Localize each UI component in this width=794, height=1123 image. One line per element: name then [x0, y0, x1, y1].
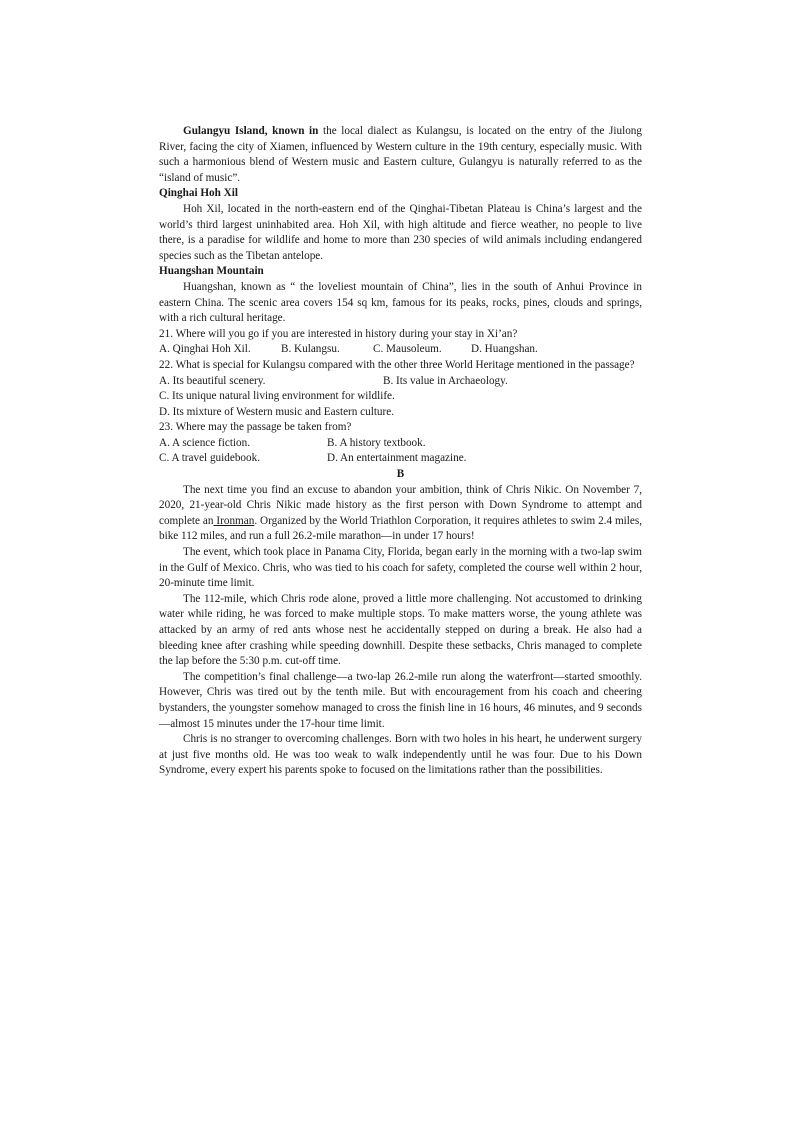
question-23-options-cd: [159, 451, 642, 467]
question-21-option-d: D. Huangshan.: [471, 343, 538, 356]
question-21-option-c: C. Mausoleum.: [373, 343, 442, 356]
passage-b-paragraph-3: The 112-mile, which Chris rode alone, proved a little more challenging. Not accustomed to drinking water while riding, he was forced to make multiple stops. To make matters worse, the young athlete was attacked by an army of red ants whose nest he accidentally stepped on during a break. He also had a bleeding knee after crashing while speeding downhill. Despite these setbacks, Chris managed to complete the lap before the 5:30 p.m. cut-off time.: [159, 592, 642, 668]
exam-page: [159, 124, 642, 779]
question-21-options: [159, 342, 642, 358]
question-21-option-a: A. Qinghai Hoh Xil.: [159, 343, 251, 356]
passage-b-p1-after: . Organized by the World Triathlon Corporation, it requires athletes to swim 2.4 miles, bike 112 miles, and run a full 26.2-mile marathon—in under 17 hours!: [159, 514, 643, 543]
passage-b-paragraph-2: The event, which took place in Panama City, Florida, began early in the morning with a two-lap swim in the Gulf of Mexico. Chris, who was tied to his coach for safety, completed the course well within 2 hour, 20-minute time limit.: [159, 546, 642, 590]
question-22-stem: 22. What is special for Kulangsu compared with the other three World Heritage mentioned in the passage?: [159, 358, 635, 371]
question-23-option-a: A. A science fiction.: [159, 436, 251, 449]
question-22-option-c: C. Its unique natural living environment for wildlife.: [159, 390, 395, 403]
question-22-options-ab: [159, 374, 642, 390]
question-23-option-b: B. A history textbook.: [327, 436, 426, 449]
question-23-option-c: C. A travel guidebook.: [159, 452, 260, 465]
huangshan-paragraph: Huangshan, known as “ the loveliest mountain of China”, lies in the south of Anhui Province in eastern China. The scenic area covers 154 sq km, famous for its peaks, rocks, pines, clouds and springs, with a rich cultural heritage.: [159, 280, 642, 325]
section-b-label: B: [396, 468, 405, 481]
question-22-option-b: B. Its value in Archaeology.: [383, 374, 508, 387]
question-22-option-d: D. Its mixture of Western music and Eastern culture.: [159, 405, 395, 418]
question-23-stem: 23. Where may the passage be taken from?: [159, 421, 352, 434]
passage-b-paragraph-4: The competition’s final challenge—a two-lap 26.2-mile run along the waterfront—started smoothly. However, Chris was tired out by the tenth mile. But with encouragement from his coach and cheering bystanders, the youngster somehow managed to cross the finish line in 16 hours, 46 minutes, and 9 seconds—almost 15 minutes under the 17-hour time limit.: [159, 670, 642, 730]
question-21-stem: 21. Where will you go if you are interested in history during your stay in Xi’an?: [159, 327, 518, 340]
passage-b-paragraph-1: [159, 483, 642, 545]
gulangyu-paragraph: [159, 124, 642, 186]
question-21-option-b: B. Kulangsu.: [281, 343, 340, 356]
passage-b-paragraph-5: Chris is no stranger to overcoming challenges. Born with two holes in his heart, he underwent surgery at just five months old. He was too weak to walk independently until he was four. Due to his Down Syndrome, every expert his parents spoke to focused on the limitations rather than the possibilities.: [159, 733, 642, 777]
gulangyu-text: the local dialect as Kulangsu, is located on the entry of the Jiulong River, facing the city of Xiamen, influenced by Western culture in the 19th century, especially music. With such a harmonious blend of Western music and Eastern culture, Gulangyu is naturally referred to as the “island of music”.: [159, 125, 642, 184]
huangshan-heading: Huangshan Mountain: [159, 265, 264, 278]
question-23-option-d: D. An entertainment magazine.: [327, 452, 467, 465]
question-23-options-ab: [159, 436, 642, 452]
question-22-option-a: A. Its beautiful scenery.: [159, 374, 266, 387]
ironman-term: Ironman: [213, 514, 255, 527]
passage-b-p1-before: The next time you find an excuse to abandon your ambition, think of Chris Nikic. On November 7, 2020, 21-year-old Chris Nikic made history as the first person with Down Syndrome to attempt and complete an: [159, 483, 642, 527]
hohxil-heading: Qinghai Hoh Xil: [159, 187, 238, 200]
hohxil-paragraph: Hoh Xil, located in the north-eastern end of the Qinghai-Tibetan Plateau is China’s largest and the world’s third largest uninhabited area. Hoh Xil, with high altitude and fierce weather, no people to live there, is a paradise for wildlife and home to more than 230 species of wild animals including endangered species such as the Tibetan antelope.: [159, 202, 642, 262]
gulangyu-lead: Gulangyu Island, known in: [183, 125, 319, 137]
